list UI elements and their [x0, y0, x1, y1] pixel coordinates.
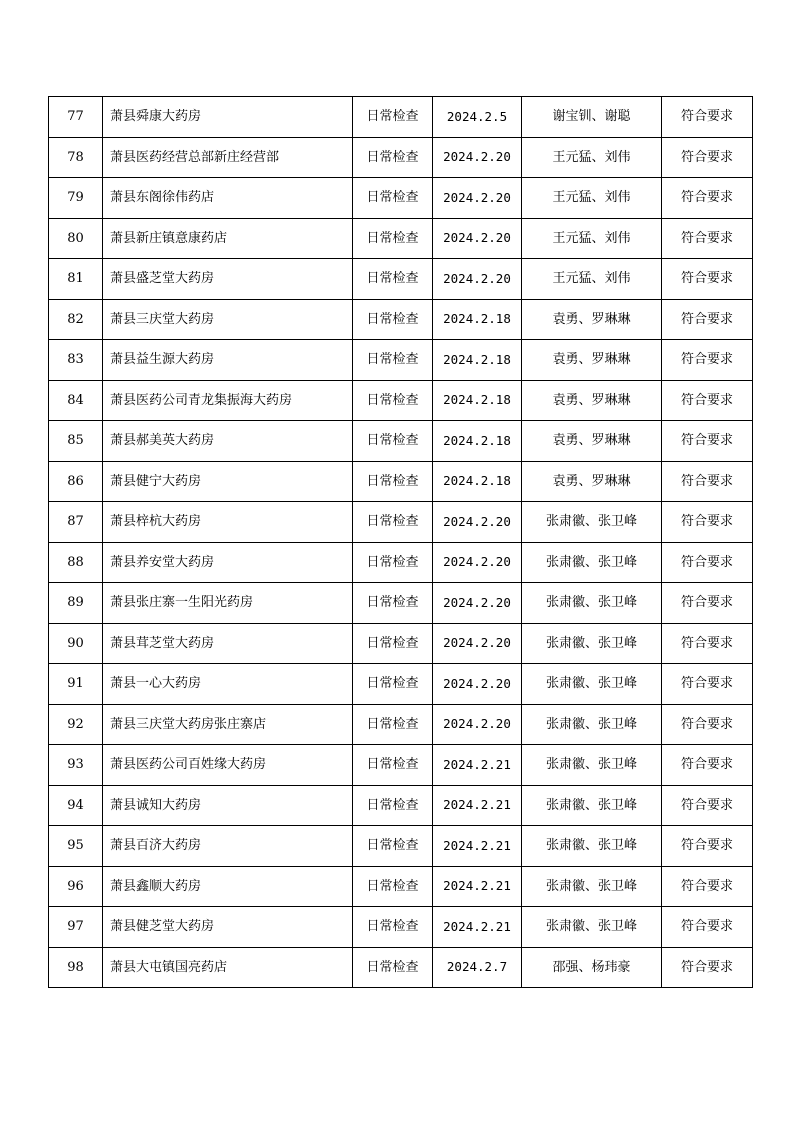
result-cell: 符合要求 — [662, 745, 753, 786]
inspection-type-cell: 日常检查 — [353, 704, 433, 745]
table-row — [49, 542, 753, 583]
row-number-cell: 87 — [49, 502, 103, 543]
result-cell: 符合要求 — [662, 583, 753, 624]
table-row — [49, 866, 753, 907]
table-row — [49, 502, 753, 543]
table-body — [49, 97, 753, 988]
table-row — [49, 826, 753, 867]
inspectors-cell: 张肃徽、张卫峰 — [522, 542, 662, 583]
inspection-date-cell: 2024.2.20 — [433, 583, 522, 624]
inspection-date-cell: 2024.2.21 — [433, 785, 522, 826]
pharmacy-name-cell: 萧县郝美英大药房 — [103, 421, 353, 462]
inspection-type-cell: 日常检查 — [353, 380, 433, 421]
inspection-date-cell: 2024.2.18 — [433, 299, 522, 340]
result-cell: 符合要求 — [662, 947, 753, 988]
inspectors-cell: 张肃徽、张卫峰 — [522, 583, 662, 624]
inspectors-cell: 张肃徽、张卫峰 — [522, 704, 662, 745]
inspectors-cell: 张肃徽、张卫峰 — [522, 866, 662, 907]
inspection-date-cell: 2024.2.20 — [433, 502, 522, 543]
result-cell: 符合要求 — [662, 866, 753, 907]
pharmacy-name-cell: 萧县一心大药房 — [103, 664, 353, 705]
inspection-type-cell: 日常检查 — [353, 785, 433, 826]
inspection-date-cell: 2024.2.18 — [433, 461, 522, 502]
table-row — [49, 623, 753, 664]
row-number-cell: 94 — [49, 785, 103, 826]
row-number-cell: 95 — [49, 826, 103, 867]
inspection-date-cell: 2024.2.20 — [433, 704, 522, 745]
result-cell: 符合要求 — [662, 218, 753, 259]
inspectors-cell: 张肃徽、张卫峰 — [522, 745, 662, 786]
result-cell: 符合要求 — [662, 664, 753, 705]
table-row — [49, 907, 753, 948]
inspectors-cell: 王元猛、刘伟 — [522, 259, 662, 300]
pharmacy-name-cell: 萧县茸芝堂大药房 — [103, 623, 353, 664]
inspectors-cell: 张肃徽、张卫峰 — [522, 826, 662, 867]
pharmacy-name-cell: 萧县大屯镇国亮药店 — [103, 947, 353, 988]
result-cell: 符合要求 — [662, 704, 753, 745]
row-number-cell: 88 — [49, 542, 103, 583]
result-cell: 符合要求 — [662, 178, 753, 219]
pharmacy-name-cell: 萧县百济大药房 — [103, 826, 353, 867]
row-number-cell: 86 — [49, 461, 103, 502]
inspection-date-cell: 2024.2.21 — [433, 826, 522, 867]
table-row — [49, 583, 753, 624]
inspection-type-cell: 日常检查 — [353, 542, 433, 583]
table-row — [49, 745, 753, 786]
inspectors-cell: 张肃徽、张卫峰 — [522, 907, 662, 948]
inspectors-cell: 袁勇、罗琳琳 — [522, 421, 662, 462]
inspection-date-cell: 2024.2.21 — [433, 866, 522, 907]
table-row — [49, 380, 753, 421]
table-row — [49, 947, 753, 988]
pharmacy-name-cell: 萧县三庆堂大药房 — [103, 299, 353, 340]
result-cell: 符合要求 — [662, 97, 753, 138]
inspectors-cell: 张肃徽、张卫峰 — [522, 785, 662, 826]
table-row — [49, 259, 753, 300]
inspectors-cell: 袁勇、罗琳琳 — [522, 380, 662, 421]
inspection-date-cell: 2024.2.18 — [433, 421, 522, 462]
inspection-type-cell: 日常检查 — [353, 907, 433, 948]
row-number-cell: 92 — [49, 704, 103, 745]
inspection-date-cell: 2024.2.20 — [433, 218, 522, 259]
inspectors-cell: 王元猛、刘伟 — [522, 137, 662, 178]
result-cell: 符合要求 — [662, 826, 753, 867]
inspection-date-cell: 2024.2.7 — [433, 947, 522, 988]
row-number-cell: 96 — [49, 866, 103, 907]
row-number-cell: 98 — [49, 947, 103, 988]
pharmacy-name-cell: 萧县鑫顺大药房 — [103, 866, 353, 907]
row-number-cell: 85 — [49, 421, 103, 462]
inspectors-cell: 袁勇、罗琳琳 — [522, 299, 662, 340]
row-number-cell: 97 — [49, 907, 103, 948]
table-row — [49, 97, 753, 138]
pharmacy-name-cell: 萧县健宁大药房 — [103, 461, 353, 502]
pharmacy-name-cell: 萧县养安堂大药房 — [103, 542, 353, 583]
inspectors-cell: 邵强、杨玮豪 — [522, 947, 662, 988]
inspection-date-cell: 2024.2.20 — [433, 623, 522, 664]
inspection-type-cell: 日常检查 — [353, 218, 433, 259]
pharmacy-name-cell: 萧县三庆堂大药房张庄寨店 — [103, 704, 353, 745]
inspection-type-cell: 日常检查 — [353, 866, 433, 907]
result-cell: 符合要求 — [662, 623, 753, 664]
table-row — [49, 340, 753, 381]
table-row — [49, 137, 753, 178]
result-cell: 符合要求 — [662, 380, 753, 421]
result-cell: 符合要求 — [662, 137, 753, 178]
table-row — [49, 178, 753, 219]
row-number-cell: 82 — [49, 299, 103, 340]
inspectors-cell: 袁勇、罗琳琳 — [522, 340, 662, 381]
result-cell: 符合要求 — [662, 299, 753, 340]
pharmacy-name-cell: 萧县新庄镇意康药店 — [103, 218, 353, 259]
inspection-date-cell: 2024.2.5 — [433, 97, 522, 138]
pharmacy-name-cell: 萧县益生源大药房 — [103, 340, 353, 381]
result-cell: 符合要求 — [662, 421, 753, 462]
inspectors-cell: 王元猛、刘伟 — [522, 218, 662, 259]
row-number-cell: 78 — [49, 137, 103, 178]
result-cell: 符合要求 — [662, 340, 753, 381]
inspection-type-cell: 日常检查 — [353, 137, 433, 178]
row-number-cell: 91 — [49, 664, 103, 705]
row-number-cell: 83 — [49, 340, 103, 381]
inspection-date-cell: 2024.2.20 — [433, 137, 522, 178]
inspection-type-cell: 日常检查 — [353, 583, 433, 624]
inspectors-cell: 袁勇、罗琳琳 — [522, 461, 662, 502]
inspection-table — [48, 96, 753, 988]
row-number-cell: 89 — [49, 583, 103, 624]
result-cell: 符合要求 — [662, 461, 753, 502]
pharmacy-name-cell: 萧县舜康大药房 — [103, 97, 353, 138]
inspection-date-cell: 2024.2.20 — [433, 542, 522, 583]
table-row — [49, 785, 753, 826]
inspection-type-cell: 日常检查 — [353, 97, 433, 138]
inspection-type-cell: 日常检查 — [353, 299, 433, 340]
inspection-type-cell: 日常检查 — [353, 745, 433, 786]
result-cell: 符合要求 — [662, 502, 753, 543]
pharmacy-name-cell: 萧县健芝堂大药房 — [103, 907, 353, 948]
result-cell: 符合要求 — [662, 259, 753, 300]
row-number-cell: 93 — [49, 745, 103, 786]
inspection-type-cell: 日常检查 — [353, 259, 433, 300]
inspection-type-cell: 日常检查 — [353, 826, 433, 867]
inspection-date-cell: 2024.2.20 — [433, 664, 522, 705]
inspection-type-cell: 日常检查 — [353, 178, 433, 219]
inspection-type-cell: 日常检查 — [353, 340, 433, 381]
inspection-date-cell: 2024.2.20 — [433, 259, 522, 300]
pharmacy-name-cell: 萧县盛芝堂大药房 — [103, 259, 353, 300]
pharmacy-name-cell: 萧县医药经营总部新庄经营部 — [103, 137, 353, 178]
pharmacy-name-cell: 萧县东阁徐伟药店 — [103, 178, 353, 219]
pharmacy-name-cell: 萧县医药公司百姓缘大药房 — [103, 745, 353, 786]
table-row — [49, 461, 753, 502]
inspectors-cell: 张肃徽、张卫峰 — [522, 623, 662, 664]
result-cell: 符合要求 — [662, 907, 753, 948]
inspection-type-cell: 日常检查 — [353, 947, 433, 988]
inspection-type-cell: 日常检查 — [353, 502, 433, 543]
result-cell: 符合要求 — [662, 785, 753, 826]
inspection-date-cell: 2024.2.18 — [433, 340, 522, 381]
pharmacy-name-cell: 萧县医药公司青龙集振海大药房 — [103, 380, 353, 421]
inspectors-cell: 王元猛、刘伟 — [522, 178, 662, 219]
table-row — [49, 421, 753, 462]
row-number-cell: 81 — [49, 259, 103, 300]
table-row — [49, 704, 753, 745]
pharmacy-name-cell: 萧县张庄寨一生阳光药房 — [103, 583, 353, 624]
inspectors-cell: 张肃徽、张卫峰 — [522, 502, 662, 543]
inspection-date-cell: 2024.2.18 — [433, 380, 522, 421]
inspection-type-cell: 日常检查 — [353, 461, 433, 502]
inspectors-cell: 张肃徽、张卫峰 — [522, 664, 662, 705]
row-number-cell: 80 — [49, 218, 103, 259]
table-row — [49, 299, 753, 340]
row-number-cell: 77 — [49, 97, 103, 138]
table-row — [49, 218, 753, 259]
pharmacy-name-cell: 萧县梓杭大药房 — [103, 502, 353, 543]
row-number-cell: 79 — [49, 178, 103, 219]
inspection-type-cell: 日常检查 — [353, 421, 433, 462]
inspection-type-cell: 日常检查 — [353, 623, 433, 664]
pharmacy-name-cell: 萧县诚知大药房 — [103, 785, 353, 826]
inspection-date-cell: 2024.2.21 — [433, 745, 522, 786]
row-number-cell: 90 — [49, 623, 103, 664]
inspection-date-cell: 2024.2.21 — [433, 907, 522, 948]
inspection-date-cell: 2024.2.20 — [433, 178, 522, 219]
inspectors-cell: 谢宝钏、谢聪 — [522, 97, 662, 138]
result-cell: 符合要求 — [662, 542, 753, 583]
row-number-cell: 84 — [49, 380, 103, 421]
inspection-type-cell: 日常检查 — [353, 664, 433, 705]
table-row — [49, 664, 753, 705]
